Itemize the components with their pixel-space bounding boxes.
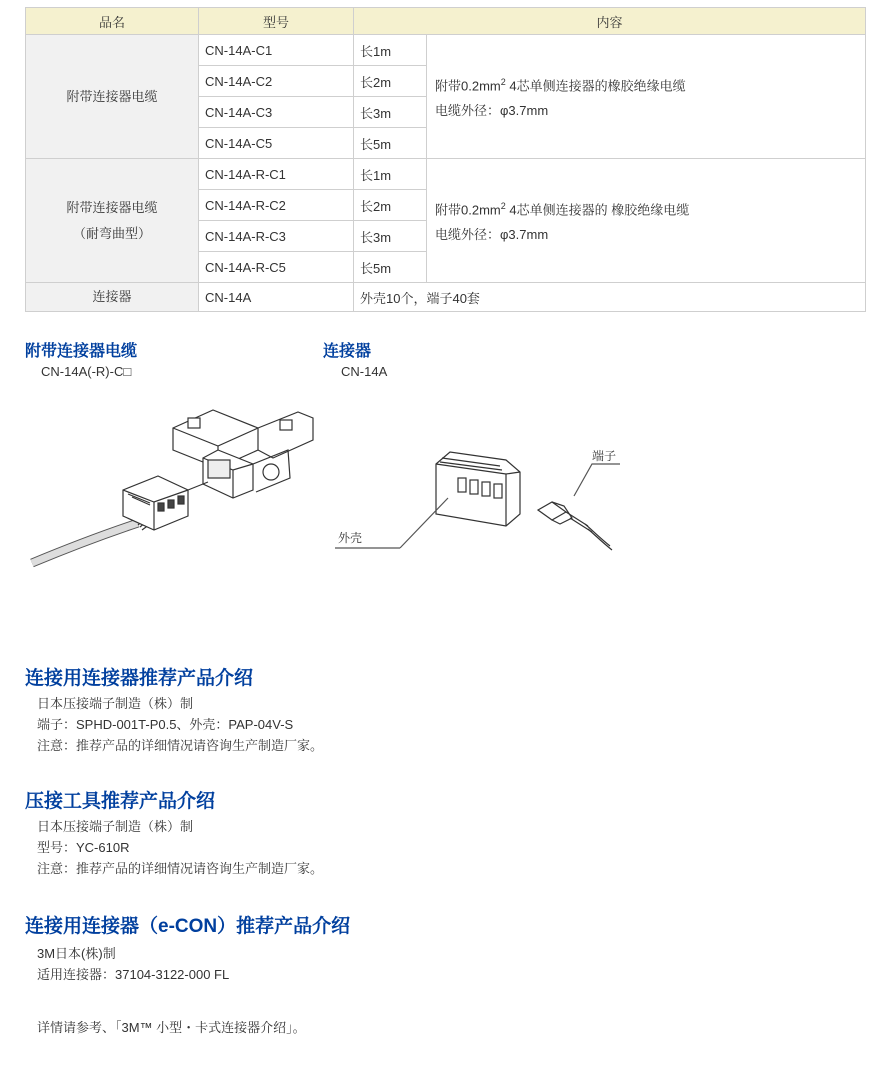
content-sup: 2 [500, 201, 506, 212]
length-cell: 长3m [354, 221, 427, 252]
spec-table [25, 7, 866, 312]
length-cell: 长2m [354, 190, 427, 221]
product-name-line: （耐弯曲型） [72, 225, 151, 241]
content-text: 附带0.2mm [435, 78, 501, 94]
connector-terminal-illustration [330, 436, 620, 556]
section-line: 日本压接端子制造（株）制 [37, 696, 194, 711]
reference-link[interactable]: 详情请参考、「3M™ 小型・卡式连接器介绍」。 [37, 1020, 306, 1035]
content-cell [427, 35, 866, 159]
model-cell: CN-14A-C3 [199, 97, 354, 128]
connector-figure-model: CN-14A [341, 364, 388, 379]
section-body [37, 943, 229, 985]
length-cell: 长1m [354, 159, 427, 190]
model-cell: CN-14A-C1 [199, 35, 354, 66]
section-title: 连接用连接器推荐产品介绍 [25, 668, 254, 689]
model-cell: CN-14A [199, 283, 354, 312]
model-cell: CN-14A-R-C1 [199, 159, 354, 190]
section-title: 压接工具推荐产品介绍 [25, 791, 216, 812]
table-row [26, 159, 866, 190]
section-line: 注意：推荐产品的详细情况请咨询生产制造厂家。 [37, 738, 324, 753]
product-name-cell: 连接器 [26, 283, 199, 312]
table-row [26, 35, 866, 66]
content-cell [427, 159, 866, 283]
cable-figure-model: CN-14A(-R)-C□ [41, 364, 132, 379]
section-line: 3M日本(株)制 [37, 946, 116, 961]
length-cell: 长3m [354, 97, 427, 128]
terminal-label: 端子 [592, 449, 617, 463]
section-line: 型号：YC-610R [37, 840, 130, 855]
section-body [37, 816, 323, 879]
header-name: 品名 [26, 8, 199, 35]
model-cell: CN-14A-R-C3 [199, 221, 354, 252]
section-body [37, 693, 323, 756]
product-name-cell: 附带连接器电缆 [26, 35, 199, 159]
section-line: 端子：SPHD-001T-P0.5、外壳：PAP-04V-S [37, 717, 294, 732]
product-name-cell [26, 159, 199, 283]
length-cell: 长5m [354, 128, 427, 159]
connector-figure-title: 连接器 [323, 343, 372, 360]
content-text: 电缆外径：φ3.7mm [435, 102, 549, 118]
header-model: 型号 [199, 8, 354, 35]
model-cell: CN-14A-R-C2 [199, 190, 354, 221]
table-row [26, 283, 866, 312]
section-line: 适用连接器：37104-3122-000 FL [37, 967, 230, 982]
table-header-row [26, 8, 866, 35]
section-line: 日本压接端子制造（株）制 [37, 819, 194, 834]
model-cell: CN-14A-C2 [199, 66, 354, 97]
content-text: 4芯单侧连接器的 橡胶绝缘电缆 [505, 202, 690, 218]
length-cell: 长5m [354, 252, 427, 283]
model-cell: CN-14A-C5 [199, 128, 354, 159]
content-text: 电缆外径：φ3.7mm [435, 226, 549, 242]
cable-figure-title: 附带连接器电缆 [25, 343, 138, 360]
content-cell: 外壳10个，端子40套 [354, 283, 866, 312]
content-text: 4芯单侧连接器的橡胶绝缘电缆 [505, 78, 686, 94]
cable-connector-illustration [28, 398, 318, 578]
model-cell: CN-14A-R-C5 [199, 252, 354, 283]
content-text: 附带0.2mm [435, 202, 501, 218]
content-sup: 2 [500, 77, 506, 88]
reference-link-line[interactable] [37, 1017, 306, 1038]
section-line: 注意：推荐产品的详细情况请咨询生产制造厂家。 [37, 861, 324, 876]
section-title: 连接用连接器（e-CON）推荐产品介绍 [25, 916, 351, 937]
product-name-line: 附带连接器电缆 [66, 199, 158, 215]
length-cell: 长1m [354, 35, 427, 66]
housing-label: 外壳 [338, 531, 363, 545]
length-cell: 长2m [354, 66, 427, 97]
header-content: 内容 [354, 8, 866, 35]
